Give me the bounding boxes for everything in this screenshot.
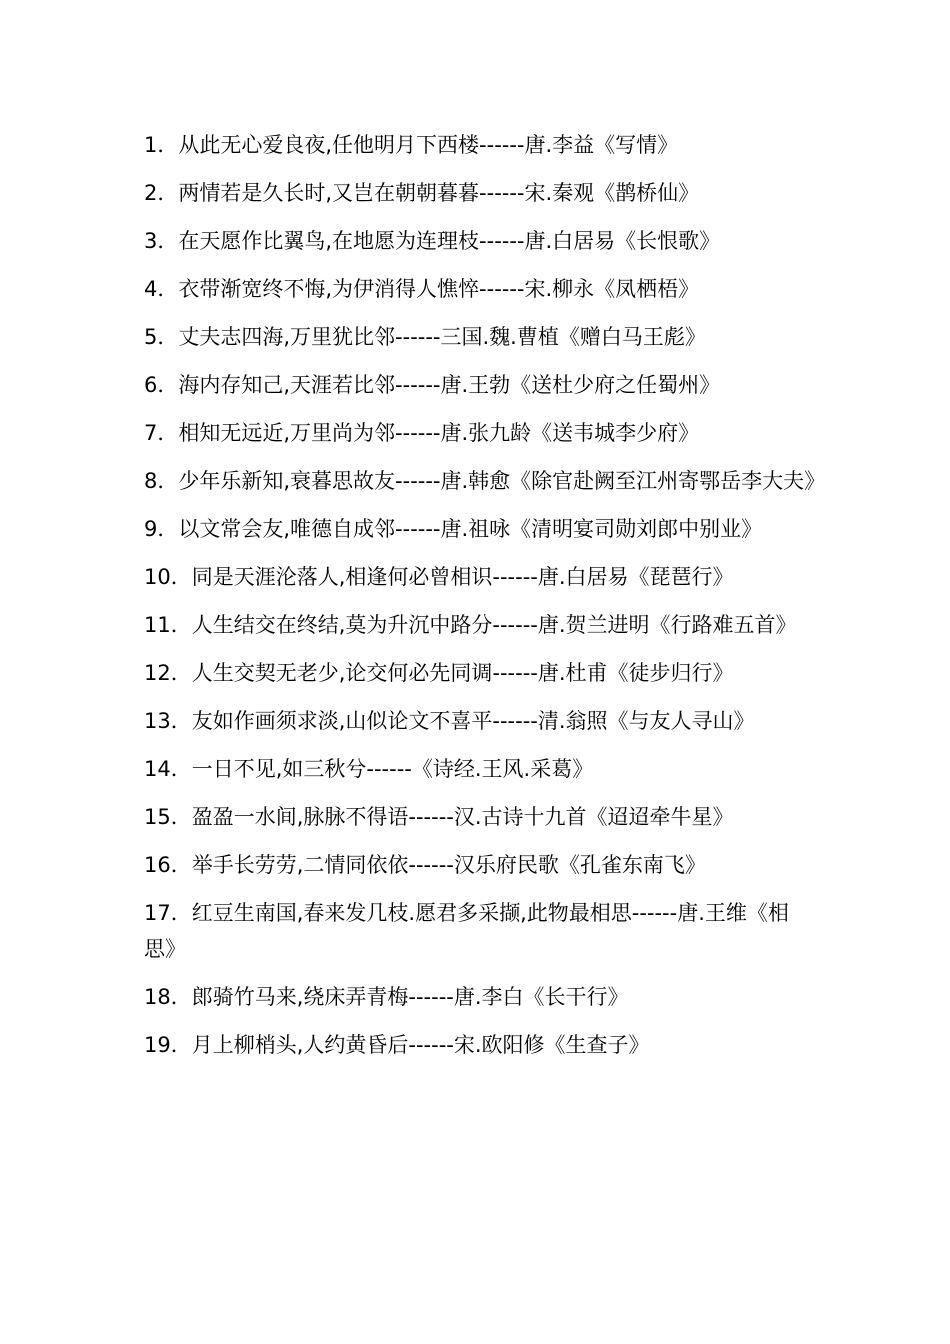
list-item: 1．从此无心爱良夜,任他明月下西楼------唐.李益《写情》 [144, 133, 679, 157]
list-item: 7．相知无远近,万里尚为邻------唐.张九龄《送韦城李少府》 [144, 421, 700, 445]
list-item: 18．郎骑竹马来,绕床弄青梅------唐.李白《长干行》 [144, 985, 629, 1009]
list-item: 2．两情若是久长时,又岂在朝朝暮暮------宋.秦观《鹊桥仙》 [144, 181, 700, 205]
list-item: 17．红豆生南国,春来发几枝.愿君多采撷,此物最相思------唐.王维《相思》 [144, 901, 789, 961]
list-item: 19．月上柳梢头,人约黄昏后------宋.欧阳修《生查子》 [144, 1033, 650, 1057]
list-item: 6．海内存知己,天涯若比邻------唐.王勃《送杜少府之任蜀州》 [144, 373, 721, 397]
list-item: 13．友如作画须求淡,山似论文不喜平------清.翁照《与友人寻山》 [144, 709, 755, 733]
list-item: 12．人生交契无老少,论交何必先同调------唐.杜甫《徒步归行》 [144, 661, 734, 685]
list-item: 9．以文常会友,唯德自成邻------唐.祖咏《清明宴司勋刘郎中别业》 [144, 517, 763, 541]
poem-quote-list [144, 127, 826, 1075]
list-item: 14．一日不见,如三秋兮------《诗经.王风.采葛》 [144, 757, 594, 781]
list-item: 10．同是天涯沦落人,相逢何必曾相识------唐.白居易《琵琶行》 [144, 565, 734, 589]
list-item: 11．人生结交在终结,莫为升沉中路分------唐.贺兰进明《行路难五首》 [144, 613, 797, 637]
list-item: 5．丈夫志四海,万里犹比邻------三国.魏.曹植《赠白马王彪》 [144, 325, 706, 349]
list-item: 3．在天愿作比翼鸟,在地愿为连理枝------唐.白居易《长恨歌》 [144, 229, 721, 253]
list-item: 15．盈盈一水间,脉脉不得语------汉.古诗十九首《迢迢牵牛星》 [144, 805, 734, 829]
list-item: 8．少年乐新知,衰暮思故友------唐.韩愈《除官赴阙至江州寄鄂岳李大夫》 [144, 469, 826, 493]
list-item: 4．衣带渐宽终不悔,为伊消得人憔悴------宋.柳永《凤栖梧》 [144, 277, 700, 301]
list-item: 16．举手长劳劳,二情同依依------汉乐府民歌《孔雀东南飞》 [144, 853, 706, 877]
